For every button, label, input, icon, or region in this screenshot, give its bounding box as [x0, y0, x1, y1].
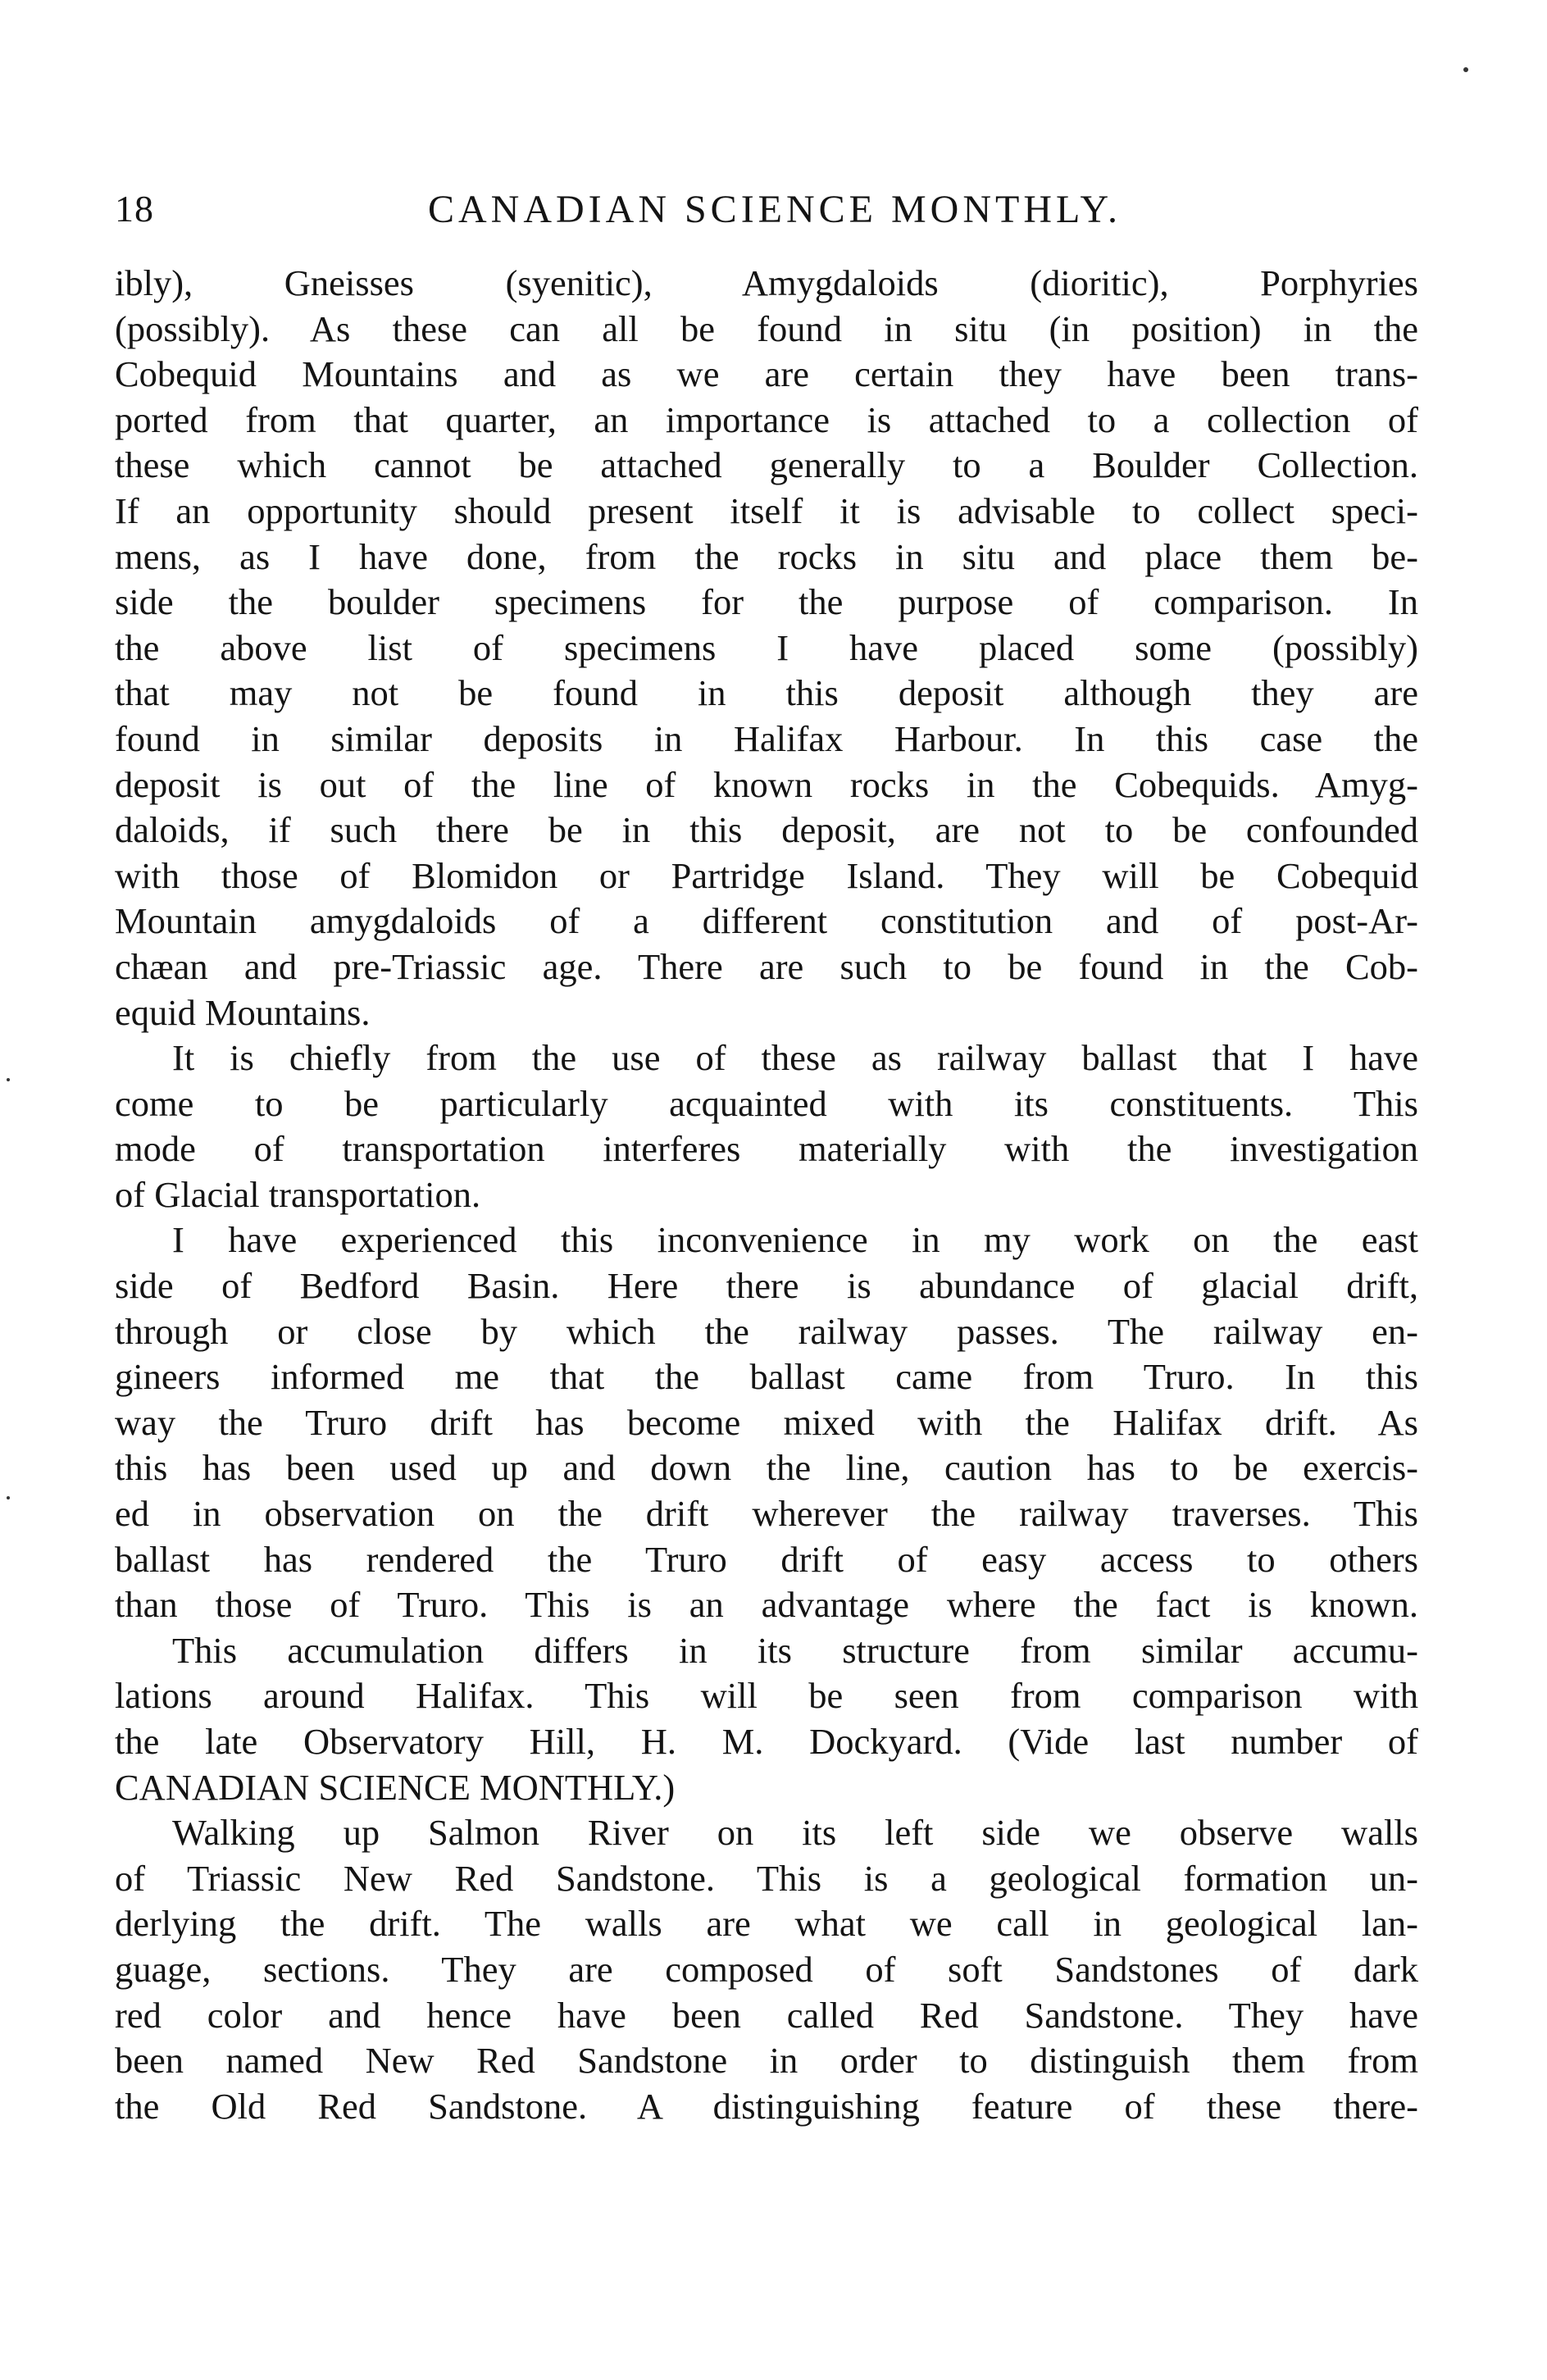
page-number: 18	[115, 188, 154, 230]
text-line: ed in observation on the drift wherever the railway traverses. This	[115, 1493, 1418, 1535]
text-line: of Triassic New Red Sandstone. This is a geological formation un-	[115, 1857, 1418, 1899]
page-header	[115, 187, 1435, 244]
text-line: the late Observatory Hill, H. M. Dockyard. (Vide last number of	[115, 1721, 1418, 1762]
text-line: the above list of specimens I have placed some (possibly)	[115, 626, 1418, 668]
text-line: Mountain amygdaloids of a different constitution and of post-Ar-	[115, 900, 1418, 942]
text-line: This accumulation differs in its structure from similar accumu-	[172, 1629, 1418, 1671]
text-line: (possibly). As these can all be found in situ (in position) in the	[115, 307, 1418, 349]
text-line: side the boulder specimens for the purpose of comparison. In	[115, 581, 1418, 623]
text-line: daloids, if such there be in this deposit, are not to be confounded	[115, 809, 1418, 851]
text-line: equid Mountains.	[115, 991, 371, 1033]
text-line: guage, sections. They are composed of soft Sandstones of dark	[115, 1948, 1418, 1990]
stray-ink-mark	[7, 1078, 10, 1081]
text-line: been named New Red Sandstone in order to distinguish them from	[115, 2040, 1418, 2082]
text-line: with those of Blomidon or Partridge Island. They will be Cobequid	[115, 854, 1418, 896]
text-line: than those of Truro. This is an advantage where the fact is known.	[115, 1584, 1418, 1626]
text-line: It is chiefly from the use of these as railway ballast that I have	[172, 1037, 1418, 1079]
text-line: mens, as I have done, from the rocks in situ and place them be-	[115, 535, 1418, 577]
text-line: If an opportunity should present itself it is advisable to collect speci-	[115, 489, 1418, 531]
stray-ink-mark	[1463, 67, 1468, 72]
text-line: this has been used up and down the line, caution has to be exercis-	[115, 1447, 1418, 1489]
text-line: come to be particularly acquainted with its constituents. This	[115, 1082, 1418, 1124]
text-line: gineers informed me that the ballast came from Truro. In this	[115, 1356, 1418, 1398]
text-line: ported from that quarter, an importance is attached to a collection of	[115, 398, 1418, 440]
text-line: ibly), Gneisses (syenitic), Amygdaloids (dioritic), Porphyries	[115, 262, 1418, 303]
text-line: I have experienced this inconvenience in my work on the east	[172, 1219, 1418, 1261]
text-line: way the Truro drift has become mixed with the Halifax drift. As	[115, 1401, 1418, 1443]
text-line: of Glacial transportation.	[115, 1173, 481, 1215]
text-line: chæan and pre-Triassic age. There are such to be found in the Cob-	[115, 945, 1418, 987]
text-line: lations around Halifax. This will be seen from comparison with	[115, 1675, 1418, 1717]
text-line: Walking up Salmon River on its left side we observe walls	[172, 1812, 1418, 1854]
text-line: through or close by which the railway passes. The railway en-	[115, 1310, 1418, 1352]
text-line: derlying the drift. The walls are what we call in geological lan-	[115, 1903, 1418, 1945]
text-line: mode of transportation interferes materially with the investigation	[115, 1128, 1418, 1170]
running-head: CANADIAN SCIENCE MONTHLY.	[428, 188, 1122, 231]
text-line: red color and hence have been called Red Sandstone. They have	[115, 1994, 1418, 2036]
text-line: side of Bedford Basin. Here there is abundance of glacial drift,	[115, 1265, 1418, 1307]
text-line: CANADIAN SCIENCE MONTHLY.)	[115, 1766, 676, 1808]
text-line: ballast has rendered the Truro drift of easy access to others	[115, 1538, 1418, 1580]
stray-ink-mark	[7, 1496, 10, 1499]
text-line: the Old Red Sandstone. A distinguishing feature of these there-	[115, 2085, 1418, 2127]
text-line: deposit is out of the line of known rocks in the Cobequids. Amyg-	[115, 763, 1418, 805]
text-line: Cobequid Mountains and as we are certain they have been trans-	[115, 353, 1418, 395]
body-text	[115, 261, 1418, 2129]
text-line: that may not be found in this deposit although they are	[115, 672, 1418, 714]
text-line: found in similar deposits in Halifax Harbour. In this case the	[115, 717, 1418, 759]
text-line: these which cannot be attached generally to a Boulder Collection.	[115, 444, 1418, 486]
